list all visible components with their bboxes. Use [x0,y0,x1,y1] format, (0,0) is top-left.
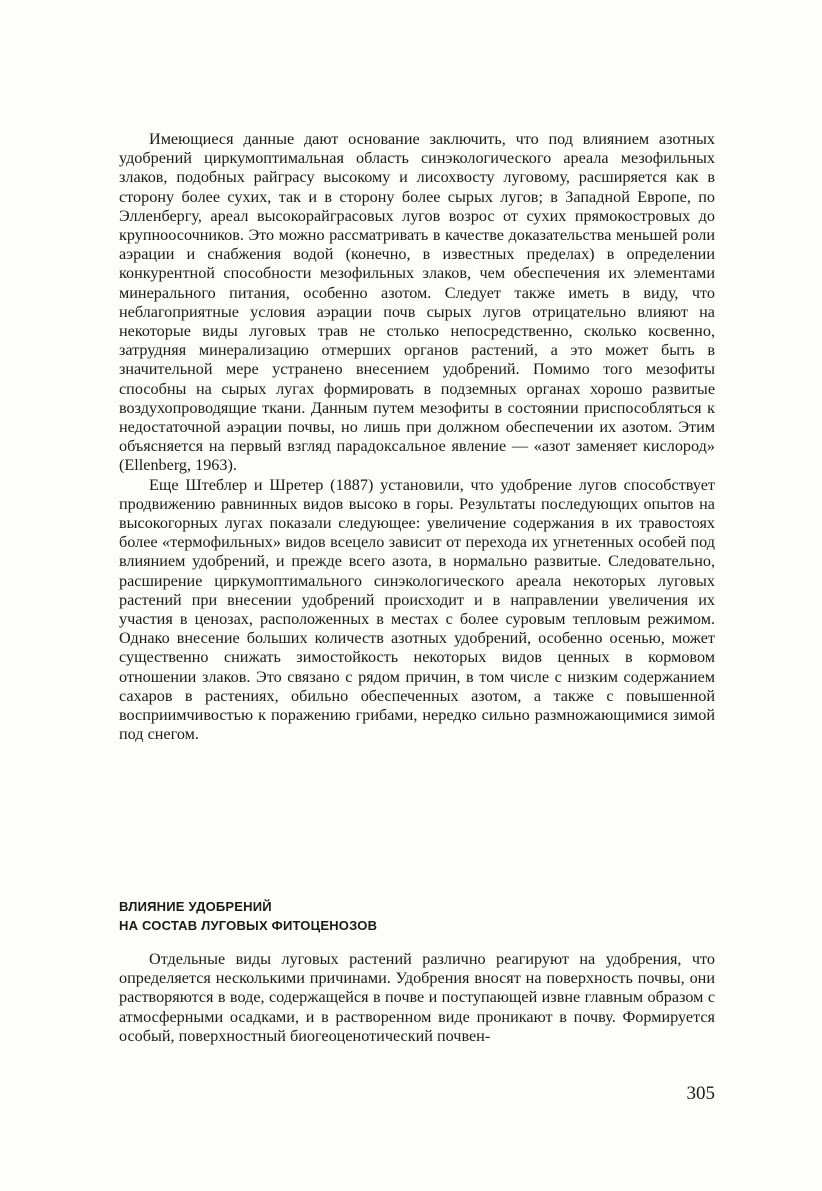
section-heading-line-2: НА СОСТАВ ЛУГОВЫХ ФИТОЦЕНОЗОВ [119,918,378,933]
body-text-bottom [119,950,715,1046]
section-heading-line-1: ВЛИЯНИЕ УДОБРЕНИЙ [119,899,272,914]
page-number: 305 [686,1083,715,1104]
paragraph-1: Имеющиеся данные дают основание заключить, что под влиянием азотных удобрений циркумоптимальная область синэкологического ареала мезофильных злаков, подобных райграсу высокому и лисохвосту луговому, расширяется как в сторону более сухих, так и в сторону более сырых лугов; в Западной Европе, по Элленбергу, ареал высокорайграсовых лугов возрос от сухих прямокостровых до крупноосочников. Это можно рассматривать в качестве доказательства меньшей роли аэрации и снабжения водой (конечно, в известных пределах) в определении конкурентной способности мезофильных злаков, чем обеспечения их элементами минерального питания, особенно азотом. Следует также иметь в виду, что неблагоприятные условия аэрации почв сырых лугов отрицательно влияют на некоторые виды луговых трав не столько непосредственно, сколько косвенно, затрудняя минерализацию отмерших органов растений, а это может быть в значительной мере устранено внесением удобрений. Помимо того мезофиты способны на сырых лугах формировать в подземных органах хорошо развитые воздухопроводящие ткани. Данным путем мезофиты в состоянии приспособляться к недостаточной аэрации почвы, но лишь при должном обеспечении их азотом. Этим объясняется на первый взгляд парадоксальное явление — «азот заменяет кислород» (Ellenberg, 1963). [119,130,715,475]
body-text-top [119,130,715,745]
paragraph-3: Отдельные виды луговых растений различно реагируют на удобрения, что определяется несколькими причинами. Удобрения вносят на поверхность почвы, они растворяются в воде, содержащейся в почве и поступающей извне главным образом с атмосферными осадками, и в растворенном виде проникают в почву. Формируется особый, поверхностный биогеоценотический почвен- [119,950,715,1045]
section-heading [119,897,619,935]
paragraph-2: Еще Штеблер и Шретер (1887) установили, что удобрение лугов способствует продвижению равнинных видов высоко в горы. Результаты последующих опытов на высокогорных лугах показали следующее: увеличение содержания в их травостоях более «термофильных» видов всецело зависит от перехода их угнетенных особей под влиянием удобрений, и прежде всего азота, в нормально развитые. Следовательно, расширение циркумоптимального синэкологического ареала некоторых луговых растений при внесении удобрений происходит и в направлении увеличения их участия в ценозах, расположенных в местах с более суровым тепловым режимом. Однако внесение больших количеств азотных удобрений, особенно осенью, может существенно снижать зимостойкость некоторых видов ценных в кормовом отношении злаков. Это связано с рядом причин, в том числе с низким содержанием сахаров в растениях, обильно обеспеченных азотом, а также с повышенной восприимчивостью к поражению грибами, нередко сильно размножающимися зимой под снегом. [119,475,715,744]
